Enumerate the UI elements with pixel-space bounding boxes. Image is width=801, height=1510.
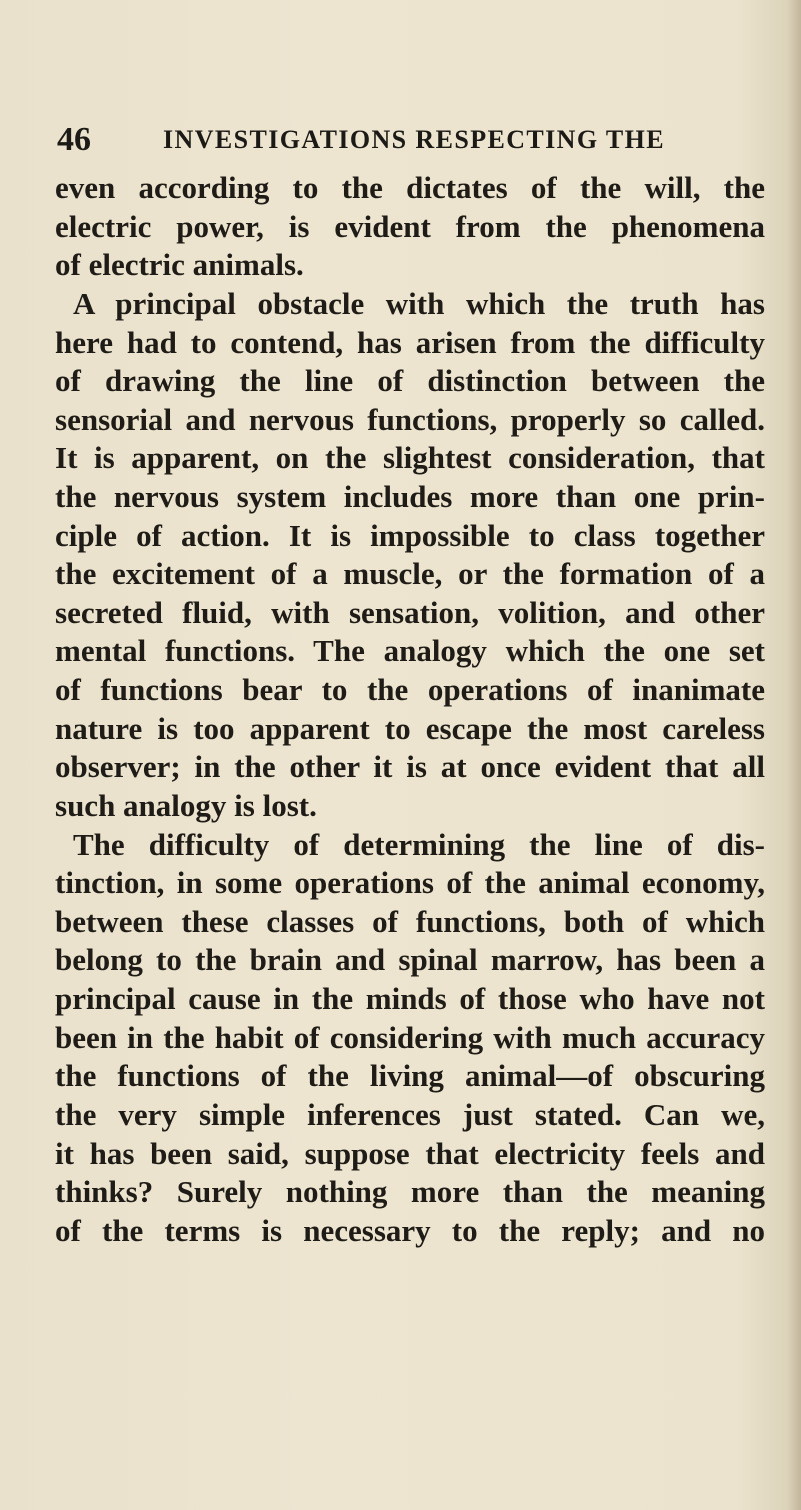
text-line: It is apparent, on the slightest consideration, that xyxy=(55,440,765,476)
text-line: principal cause in the minds of those who have not xyxy=(55,981,765,1016)
text-line: such analogy is lost. xyxy=(55,787,317,823)
text-line: between these classes of functions, both of which xyxy=(55,903,765,939)
text-line: of electric animals. xyxy=(55,247,304,283)
text-line: secreted fluid, with sensation, volition, and other xyxy=(55,594,765,630)
text-line: even according to the dictates of the will, the xyxy=(55,170,765,205)
text-line: the functions of the living animal—of obscuring xyxy=(55,1058,765,1094)
text-line: nature is too apparent to escape the most careless xyxy=(55,710,765,746)
text-line: ciple of action. It is impossible to class together xyxy=(55,517,765,553)
text-line: it has been said, suppose that electricity feels and xyxy=(55,1135,765,1171)
text-line: electric power, is evident from the phenomena xyxy=(55,208,765,244)
text-line: belong to the brain and spinal marrow, has been a xyxy=(55,942,765,978)
text-line: mental functions. The analogy which the one set xyxy=(55,633,765,669)
text-line: tinction, in some operations of the animal economy, xyxy=(55,865,765,901)
text-line: thinks? Surely nothing more than the meaning xyxy=(55,1174,765,1210)
text-line: the excitement of a muscle, or the formation of a xyxy=(55,556,765,592)
text-line: the very simple inferences just stated. Can we, xyxy=(55,1096,765,1132)
text-line: The difficulty of determining the line of dis- xyxy=(73,826,765,862)
page-number: 46 xyxy=(57,121,91,158)
text-line: of the terms is necessary to the reply; and no xyxy=(55,1212,765,1248)
text-line: been in the habit of considering with much accuracy xyxy=(55,1019,765,1055)
text-line: observer; in the other it is at once evident that all xyxy=(55,749,765,785)
text-line: the nervous system includes more than one prin- xyxy=(55,479,765,514)
text-line: here had to contend, has arisen from the difficulty xyxy=(55,324,765,360)
text-line: A principal obstacle with which the truth has xyxy=(73,285,765,321)
running-head: INVESTIGATIONS RESPECTING THE xyxy=(163,125,665,154)
text-line: of functions bear to the operations of inanimate xyxy=(55,672,765,708)
text-line: sensorial and nervous functions, properly so called. xyxy=(55,401,765,437)
text-line: of drawing the line of distinction between the xyxy=(55,363,765,399)
